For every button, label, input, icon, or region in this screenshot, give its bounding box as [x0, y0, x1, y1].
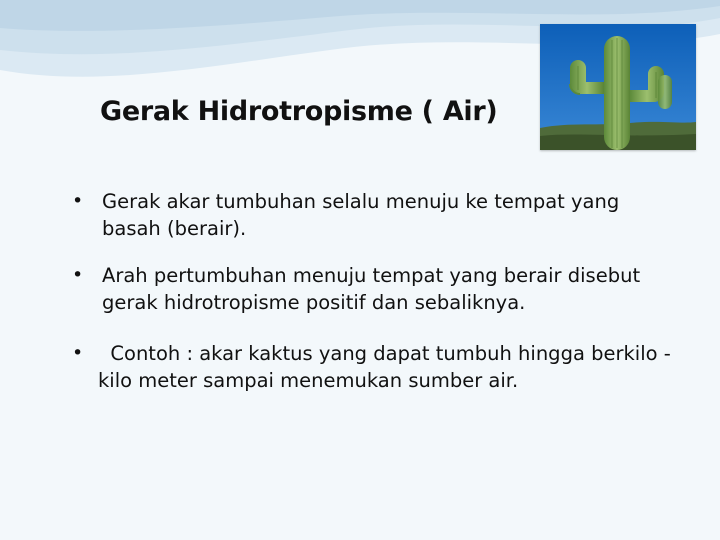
- bullet-item: [72, 340, 682, 394]
- bullet-text: Arah pertumbuhan menuju tempat yang berair disebut gerak hidrotropisme positif dan sebaliknya.: [102, 264, 641, 314]
- slide-title: Gerak Hidrotropisme ( Air): [100, 96, 498, 127]
- bullet-marker: •: [72, 342, 84, 364]
- bullet-text: Gerak akar tumbuhan selalu menuju ke tempat yang basah (berair).: [102, 190, 620, 240]
- bullet-marker: •: [72, 264, 84, 286]
- bullet-item: [72, 262, 682, 316]
- bullet-text: Contoh : akar kaktus yang dapat tumbuh hingga berkilo -kilo meter sampai menemukan sumber air.: [98, 342, 671, 392]
- bullet-marker: •: [72, 190, 84, 212]
- bullet-item: [72, 188, 682, 242]
